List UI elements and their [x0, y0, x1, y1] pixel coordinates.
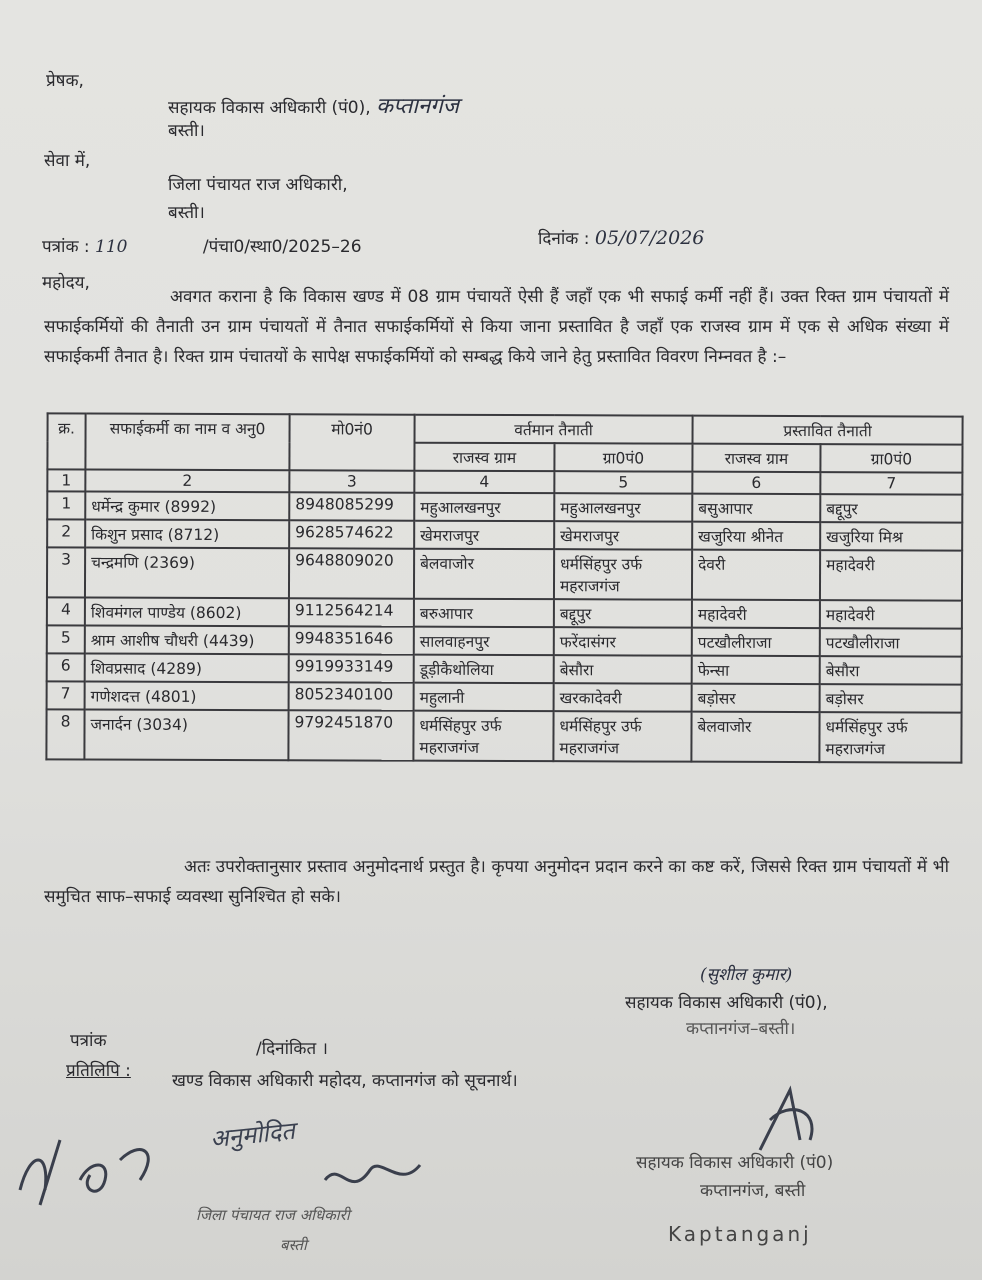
cell-prop-gp: बेसौरा [820, 656, 962, 684]
table-row [47, 597, 962, 628]
cell-cur-gp: धर्मसिंहपुर उर्फ महराजगंज [554, 549, 692, 599]
column-number: 4 [414, 471, 554, 493]
cell-name: चन्द्रमणि (2369) [85, 548, 289, 599]
sender-label: प्रेषक, [46, 71, 84, 91]
cell-prop-gp: महादेवरी [820, 550, 962, 600]
cell-sno: 2 [47, 519, 85, 547]
cell-prop-village: फेन्सा [692, 656, 820, 684]
cell-sno: 5 [47, 625, 85, 653]
cell-cur-village: बरुआपार [414, 599, 554, 627]
cell-cur-village: महुलानी [414, 683, 554, 711]
stamp-place: कप्तानगंज, बस्ती [700, 1181, 806, 1201]
cell-sno: 7 [47, 681, 85, 709]
copy-ref-label: पत्रांक [70, 1031, 107, 1051]
table-row [47, 491, 962, 522]
table-row [46, 709, 961, 762]
table-row [47, 519, 962, 550]
cell-sno: 4 [47, 597, 85, 625]
signature-icon [730, 1080, 830, 1160]
approval-district: बस्ती [280, 1236, 307, 1254]
approval-designation: जिला पंचायत राज अधिकारी [196, 1206, 350, 1224]
cell-name: जनार्दन (3034) [84, 710, 288, 761]
cell-name: शिवमंगल पाण्डेय (8602) [85, 598, 289, 627]
subheader-proposed-gp: ग्रा0पं0 [820, 444, 962, 472]
date-line [538, 226, 704, 249]
column-number: 3 [289, 470, 414, 492]
cell-mobile: 9628574622 [289, 520, 414, 548]
cell-mobile: 9792451870 [288, 710, 413, 760]
cell-prop-village: बसुआपार [692, 494, 820, 522]
reference-suffix: /पंचा0/स्था0/2025–26 [202, 237, 362, 257]
stamp-english: Kaptanganj [668, 1222, 812, 1246]
cell-cur-village: सालवाहनपुर [414, 627, 554, 655]
column-number: 2 [85, 470, 289, 493]
column-number-row [47, 469, 962, 494]
cell-name: श्राम आशीष चौधरी (4439) [85, 626, 289, 655]
initials-signature-icon [10, 1120, 170, 1210]
header-proposed-posting: प्रस्तावित तैनाती [693, 416, 963, 445]
cell-mobile: 9948351646 [289, 626, 414, 654]
cell-mobile: 9919933149 [289, 654, 414, 682]
date-value: 05/07/2026 [594, 227, 705, 249]
cell-prop-village: देवरी [692, 550, 820, 600]
cell-name: गणेशदत्त (4801) [85, 682, 289, 711]
cell-prop-gp: बड़ोसर [820, 684, 962, 712]
cell-prop-gp: खजुरिया मिश्र [820, 522, 962, 550]
table-row [47, 547, 962, 600]
cell-prop-village: बड़ोसर [692, 684, 820, 712]
cell-sno: 6 [47, 653, 85, 681]
cell-cur-gp: बेसौरा [554, 655, 692, 683]
recipient-label: सेवा में, [44, 151, 91, 171]
reference-label: पत्रांक : [42, 237, 90, 257]
recipient-district: बस्ती। [168, 203, 205, 223]
cell-cur-village: खेमराजपुर [414, 521, 554, 549]
signatory-designation: सहायक विकास अधिकारी (पं0), [625, 993, 828, 1013]
cell-cur-gp: फरेंदासंगर [554, 627, 692, 655]
table-row [47, 653, 962, 684]
cell-prop-village: बेलवाजोर [691, 712, 819, 762]
column-number: 1 [47, 469, 85, 491]
cell-mobile: 8948085299 [289, 492, 414, 520]
date-label: दिनांक : [538, 229, 590, 249]
reference-line [42, 234, 362, 257]
cell-mobile: 9648809020 [289, 548, 414, 598]
handwritten-place: कप्तानगंज [376, 94, 459, 119]
signatory-place: कप्तानगंज–बस्ती। [686, 1019, 796, 1039]
sender-designation [168, 90, 459, 120]
cell-mobile: 9112564214 [289, 598, 414, 626]
cell-cur-gp: धर्मसिंहपुर उर्फ महराजगंज [553, 711, 691, 761]
recipient-designation: जिला पंचायत राज अधिकारी, [168, 175, 348, 195]
cell-name: धर्मेन्द्र कुमार (8992) [85, 492, 289, 521]
table-row [47, 681, 962, 712]
cell-cur-village: बेलवाजोर [414, 549, 554, 599]
cell-cur-village: डूड़ीकैथोलिया [414, 655, 554, 683]
salutation: महोदय, [42, 273, 90, 293]
cell-cur-village: धर्मसिंहपुर उर्फ महराजगंज [413, 711, 553, 761]
cell-prop-village: पटखौलीराजा [692, 628, 820, 656]
cell-prop-gp: पटखौलीराजा [820, 628, 962, 656]
cell-sno: 1 [47, 491, 85, 519]
cell-prop-gp: बद्दूपुर [820, 494, 962, 522]
subheader-proposed-village: राजस्व ग्राम [692, 444, 820, 472]
header-sno: क्र. [47, 413, 85, 469]
header-current-posting: वर्तमान तैनाती [415, 415, 693, 444]
reference-number: 110 [95, 237, 128, 257]
table-row [47, 625, 962, 656]
subheader-current-gp: ग्रा0पं0 [554, 443, 692, 471]
copy-label: प्रतिलिपि : [66, 1061, 131, 1081]
intro-paragraph: अवगत कराना है कि विकास खण्ड में 08 ग्राम पंचायतें ऐसी हैं जहाँ एक भी सफाई कर्मी नहीं हैं। उक्त रिक्त ग्राम पंचायतों में सफाईकर्मियों की तैनाती उन ग्राम पंचायतों में तैनात सफाईकर्मियों से किया जाना प्रस्तावित है जहाँ एक राजस्व ग्राम में एक से अधिक संख्या में सफाईकर्मी तैनात है। रिक्त ग्राम पंचातयों के सापेक्ष सफाईकर्मियों को सम्बद्ध किये जाने हेतु प्रस्तावित विवरण निम्नवत है :– [44, 287, 949, 367]
subheader-current-village: राजस्व ग्राम [414, 443, 554, 471]
cell-prop-gp: धर्मसिंहपुर उर्फ महराजगंज [819, 712, 961, 762]
cell-name: किशुन प्रसाद (8712) [85, 520, 289, 549]
header-name: सफाईकर्मी का नाम व अनु0 [85, 414, 289, 471]
cell-cur-village: महुआलखनपुर [414, 493, 554, 521]
cell-cur-gp: बद्दूपुर [554, 599, 692, 627]
signatory-name: (सुशील कुमार) [700, 965, 793, 985]
copy-dated-label: /दिनांकित । [256, 1039, 328, 1059]
cell-sno: 8 [46, 709, 84, 759]
cell-sno: 3 [47, 547, 85, 597]
header-mobile: मो0नं0 [289, 414, 414, 470]
closing-paragraph: अतः उपरोक्तानुसार प्रस्ताव अनुमोदनार्थ प्रस्तुत है। कृपया अनुमोदन प्रदान करने का कष्ट करें, जिससे रिक्त ग्राम पंचायतों में भी समुचित साफ–सफाई व्यवस्था सुनिश्चित हो सके। [44, 857, 949, 907]
approval-signature-icon [320, 1150, 440, 1210]
sender-district: बस्ती। [168, 121, 205, 141]
column-number: 6 [692, 472, 820, 494]
cell-name: शिवप्रसाद (4289) [85, 654, 289, 683]
column-number: 7 [820, 472, 962, 494]
cell-mobile: 8052340100 [289, 682, 414, 710]
cell-prop-gp: महादेवरी [820, 600, 962, 628]
stamp-designation: सहायक विकास अधिकारी (पं0) [636, 1153, 834, 1173]
cell-prop-village: खजुरिया श्रीनेत [692, 522, 820, 550]
staff-deployment-table [45, 412, 963, 763]
sender-designation-text: सहायक विकास अधिकारी (पं0), [168, 98, 371, 118]
approval-handwriting: अनुमोदित [208, 1116, 297, 1154]
column-number: 5 [554, 471, 692, 493]
cell-prop-village: महादेवरी [692, 600, 820, 628]
table-header-row [48, 413, 963, 444]
copy-text: खण्ड विकास अधिकारी महोदय, कप्तानगंज को सूचनार्थ। [172, 1071, 518, 1091]
cell-cur-gp: खरकादेवरी [554, 683, 692, 711]
cell-cur-gp: महुआलखनपुर [554, 493, 692, 521]
cell-cur-gp: खेमराजपुर [554, 521, 692, 549]
